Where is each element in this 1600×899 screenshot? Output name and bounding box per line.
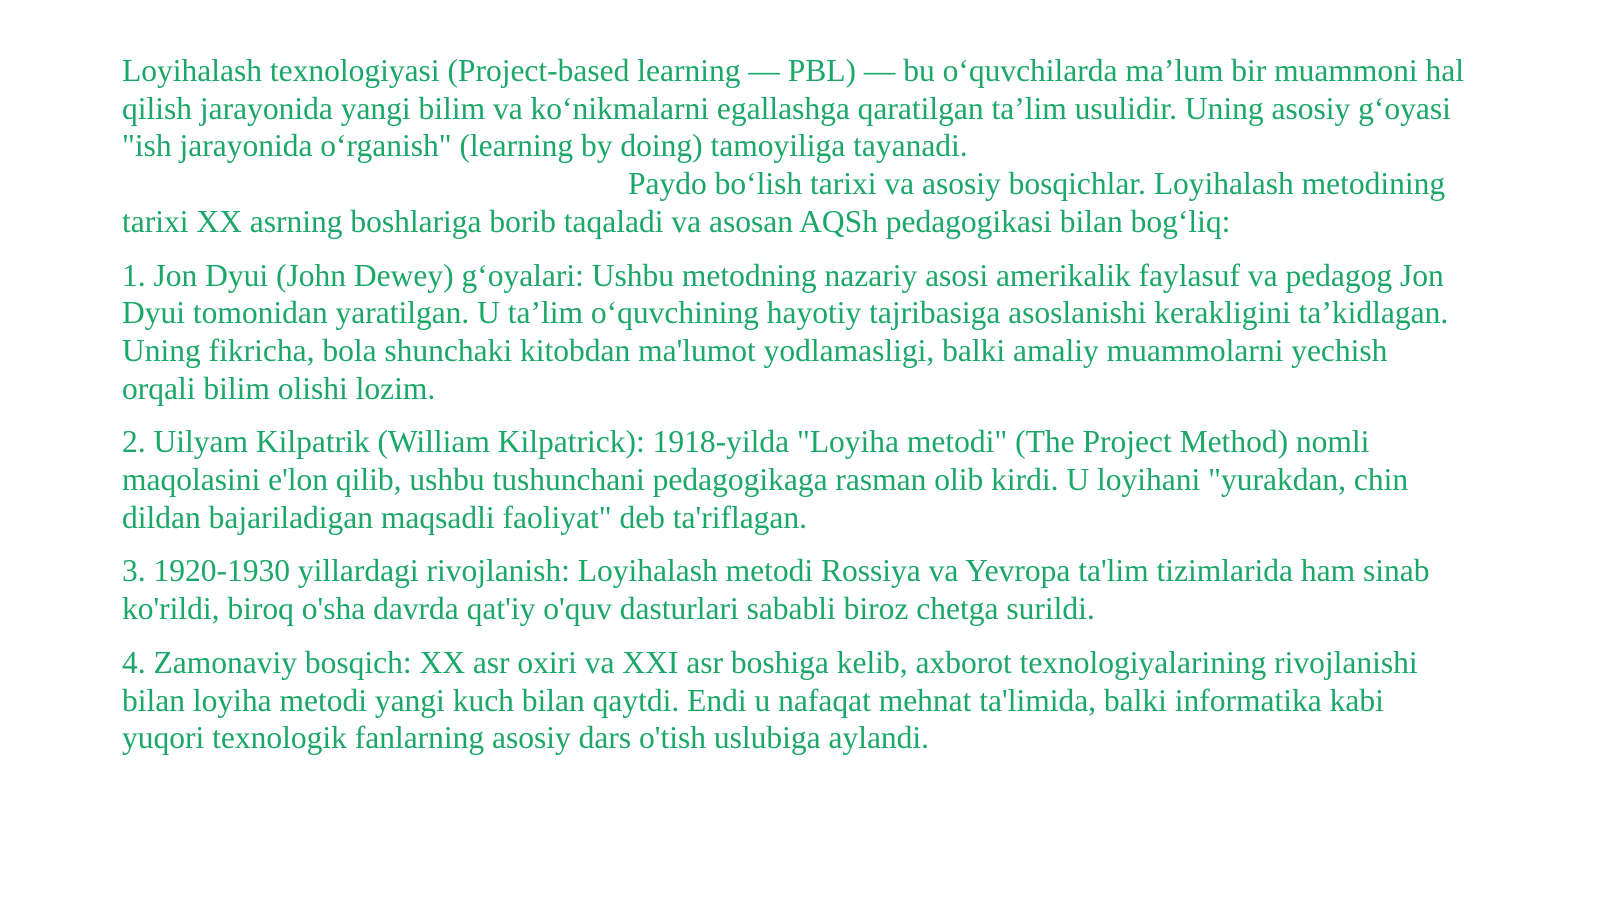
list-item-1: 1. Jon Dyui (John Dewey) g‘oyalari: Ushbu metodning nazariy asosi amerikalik faylasuf va pedagog Jon Dyui tomonidan yaratilgan. U ta’lim o‘quvchining hayotiy tajribasiga asoslanishi kerakligini ta’kidlagan. Uning fikricha, bola shunchaki kitobdan ma'lumot yodlamasligi, balki amaliy muammolarni yechish orqali bilim olishi lozim. — [122, 257, 1449, 406]
list-item-3: 3. 1920-1930 yillardagi rivojlanish: Loyihalash metodi Rossiya va Yevropa ta'lim tizimlarida ham sinab ko'rildi, biroq o'sha davrda qat'iy o'quv dasturlari sababli biroz chetga surildi. — [122, 553, 1430, 627]
section-heading: Paydo bo‘lish tarixi va asosiy bosqichlar. — [628, 166, 1146, 202]
intro-text: Loyihalash texnologiyasi (Project-based learning — PBL) — bu o‘quvchilarda ma’lum bir muammoni hal qilish jarayonida yangi bilim va ko‘nikmalarni egallashga qaratilgan ta’lim usulidir. Uning asosiy g‘oyasi "ish jarayonida o‘rganish" (learning by doing) tamoyiliga tayanadi. — [122, 53, 1464, 164]
list-item-2: 2. Uilyam Kilpatrik (William Kilpatrick): 1918-yilda "Loyiha metodi" (The Project Method) nomli maqolasini e'lon qilib, ushbu tushunchani pedagogikaga rasman olib kirdi. U loyihani "yurakdan, chin dildan bajariladigan maqsadli faoliyat" deb ta'riflagan. — [122, 424, 1409, 535]
document-body — [122, 52, 1467, 773]
list-item-4: 4. Zamonaviy bosqich: XX asr oxiri va XXI asr boshiga kelib, axborot texnologiyalarining rivojlanishi bilan loyiha metodi yangi kuch bilan qaytdi. Endi u nafaqat mehnat ta'limida, balki informatika kabi yuqori texnologik fanlarning asosiy dars o'tish uslubiga aylandi. — [122, 644, 1418, 756]
intro-paragraph — [122, 52, 1467, 241]
intro-continuation: Loyihalash metodining tarixi XX asrning boshlariga borib taqaladi va asosan AQSh pedagogikasi bilan bog‘liq: — [122, 166, 1446, 239]
